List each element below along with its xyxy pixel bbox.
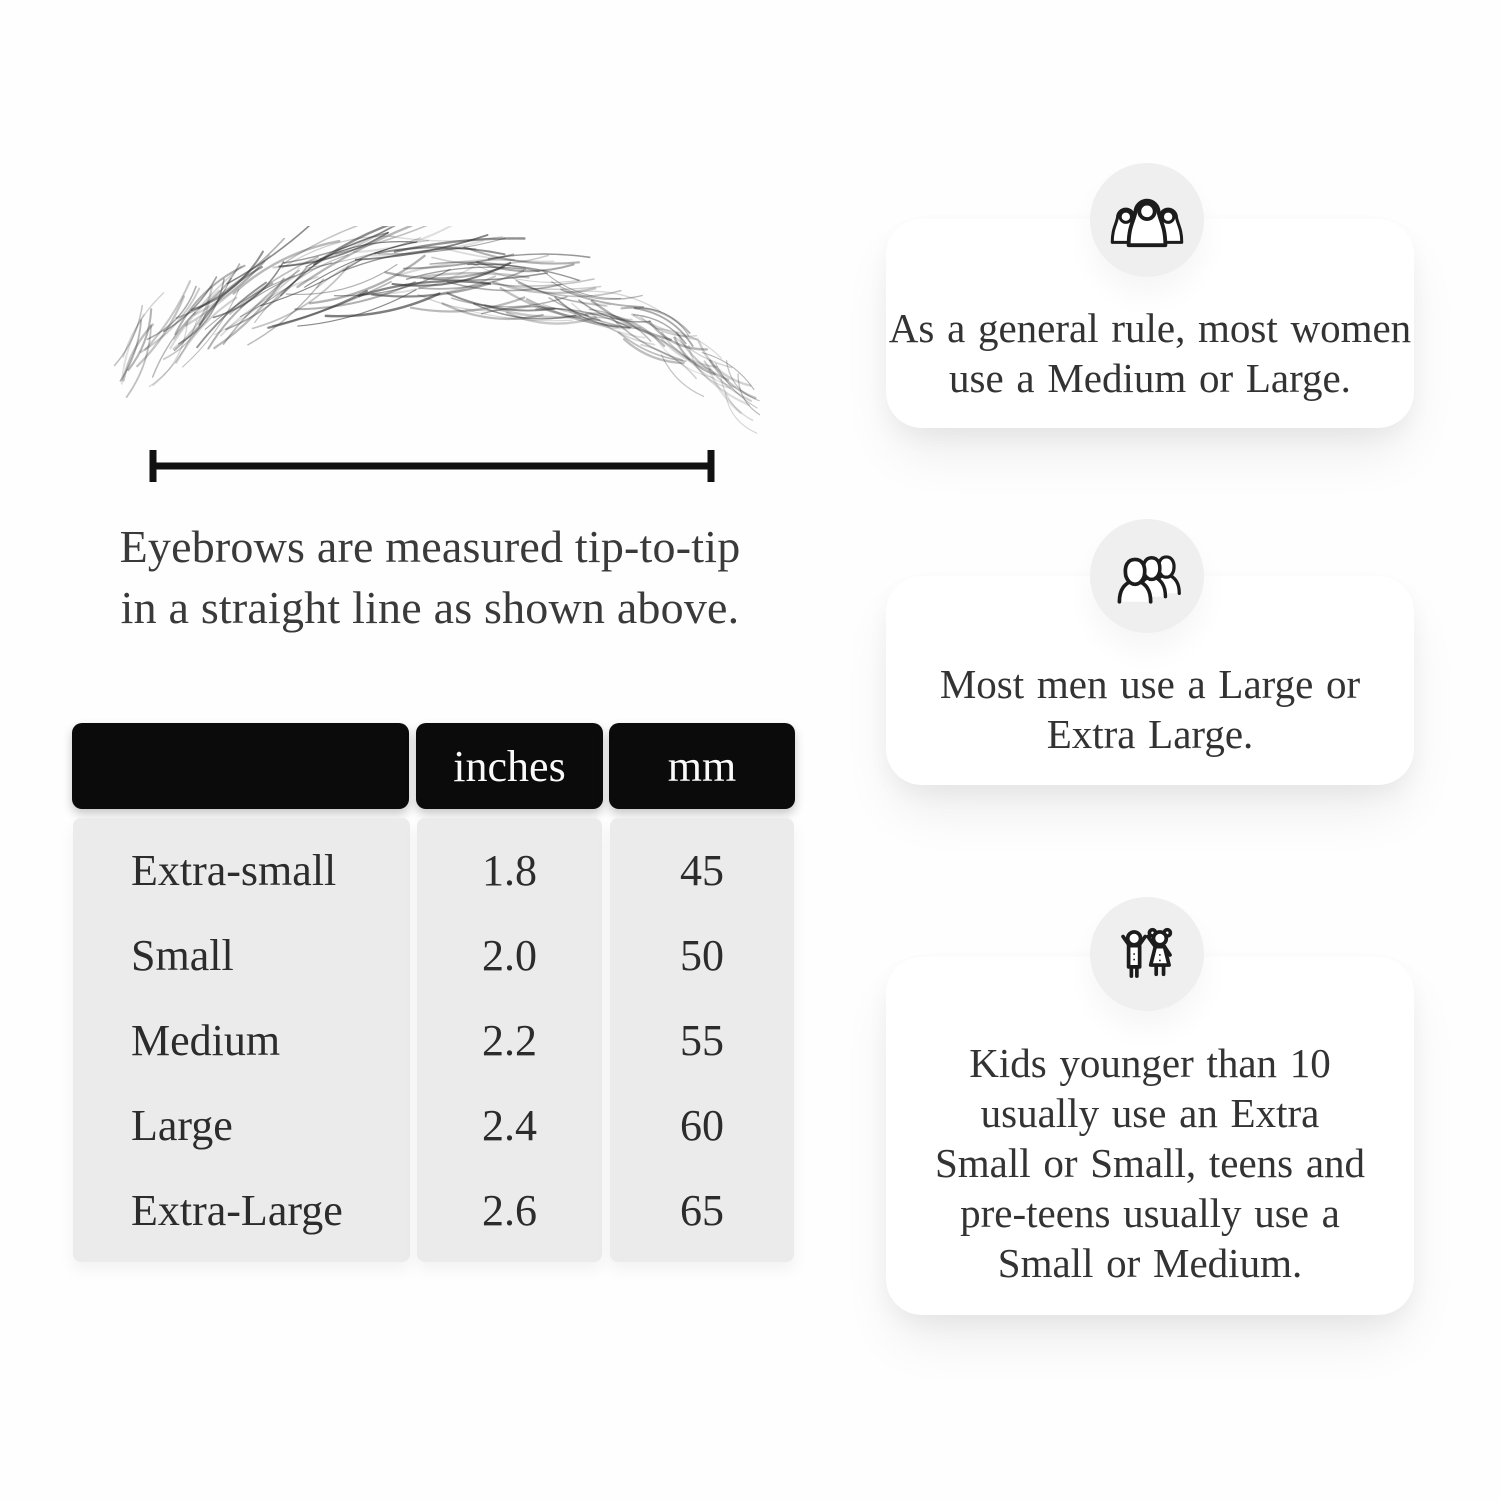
table-row-label: Extra-small [131, 845, 337, 895]
table-cell-inches: 1.8 [482, 845, 537, 895]
table-cell-inches: 2.0 [482, 930, 537, 980]
table-row-label: Medium [131, 1015, 281, 1065]
table-column-sizes [73, 818, 410, 1262]
table-header-inches-label: inches [453, 741, 566, 791]
card-text-line: Most men use a Large or [939, 661, 1361, 707]
table-cell-inches: 2.6 [482, 1185, 537, 1235]
table-cell-mm: 60 [680, 1100, 724, 1150]
table-cell-mm: 65 [680, 1185, 724, 1235]
women-icon-badge [1090, 163, 1204, 277]
eyebrow-illustration [108, 226, 760, 442]
card-text-line: Extra Large. [1046, 711, 1254, 757]
card-text-line: usually use an Extra [980, 1090, 1320, 1136]
caption-line: Eyebrows are measured tip-to-tip [119, 521, 741, 572]
table-cell-mm: 45 [680, 845, 724, 895]
card-text-line: pre-teens usually use a [960, 1190, 1340, 1236]
kids-icon [1101, 908, 1193, 1000]
table-column-mm [610, 818, 794, 1262]
kids-icon-badge [1090, 897, 1204, 1011]
men-icon-badge [1090, 519, 1204, 633]
card-text-line: Small or Small, teens and [934, 1140, 1366, 1186]
table-header-mm-label: mm [667, 741, 737, 791]
men-group-icon [1101, 530, 1193, 622]
measurement-caption [90, 516, 770, 638]
table-row-label: Extra-Large [131, 1185, 343, 1235]
card-text-line: Small or Medium. [997, 1240, 1303, 1286]
table-header-size [72, 723, 409, 809]
table-row-label: Small [131, 930, 234, 980]
table-header-inches [416, 723, 603, 809]
table-cell-inches: 2.2 [482, 1015, 537, 1065]
table-cell-mm: 55 [680, 1015, 724, 1065]
table-cell-inches: 2.4 [482, 1100, 537, 1150]
card-text-line: Kids younger than 10 [969, 1040, 1331, 1086]
card-text-line: As a general rule, most women [888, 304, 1412, 351]
table-row-label: Large [131, 1100, 233, 1150]
women-group-icon [1101, 174, 1193, 266]
caption-line: in a straight line as shown above. [120, 582, 740, 633]
table-header-mm [609, 723, 795, 809]
table-column-inches [417, 818, 602, 1262]
measurement-line [146, 446, 718, 486]
table-cell-mm: 50 [680, 930, 724, 980]
card-text-line: use a Medium or Large. [949, 354, 1351, 401]
